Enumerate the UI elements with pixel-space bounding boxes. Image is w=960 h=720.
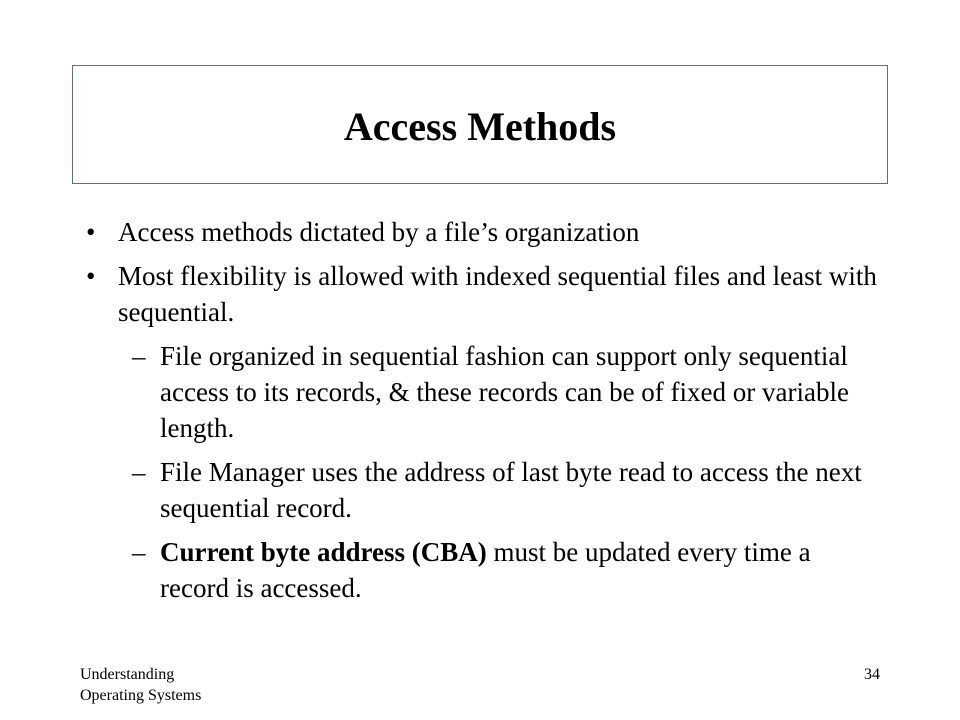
sub-bullet-text: File Manager uses the address of last byte read to access the next sequential record. — [160, 457, 862, 523]
footer-line-2: Operating Systems — [80, 687, 202, 704]
dash-marker: – — [132, 537, 146, 567]
footer-course-name — [80, 664, 201, 706]
slide-title: Access Methods — [343, 104, 617, 149]
bullet-item — [86, 214, 886, 250]
sub-bullet-text: File organized in sequential fashion can support only sequential access to its records, & these records can be of fixed or variable length. — [160, 341, 849, 443]
dash-marker: – — [132, 341, 146, 371]
sub-bullet-item — [86, 338, 886, 446]
sub-bullet-item — [86, 534, 886, 606]
dash-marker: – — [132, 457, 146, 487]
bullet-text: Most flexibility is allowed with indexed sequential files and least with sequential. — [118, 261, 877, 327]
footer-line-1: Understanding — [80, 666, 175, 683]
bullet-item — [86, 258, 886, 330]
sub-bullet-text: must be updated every time a record is accessed. — [160, 537, 811, 603]
title-box — [72, 65, 888, 184]
bullet-marker: • — [86, 217, 96, 247]
bullet-text: Access methods dictated by a file’s organization — [118, 217, 640, 247]
slide-body — [86, 214, 886, 614]
sub-bullet-bold-text: Current byte address (CBA) — [160, 537, 487, 567]
bullet-marker: • — [86, 261, 96, 291]
sub-bullet-item — [86, 454, 886, 526]
page-number: 34 — [864, 666, 880, 683]
